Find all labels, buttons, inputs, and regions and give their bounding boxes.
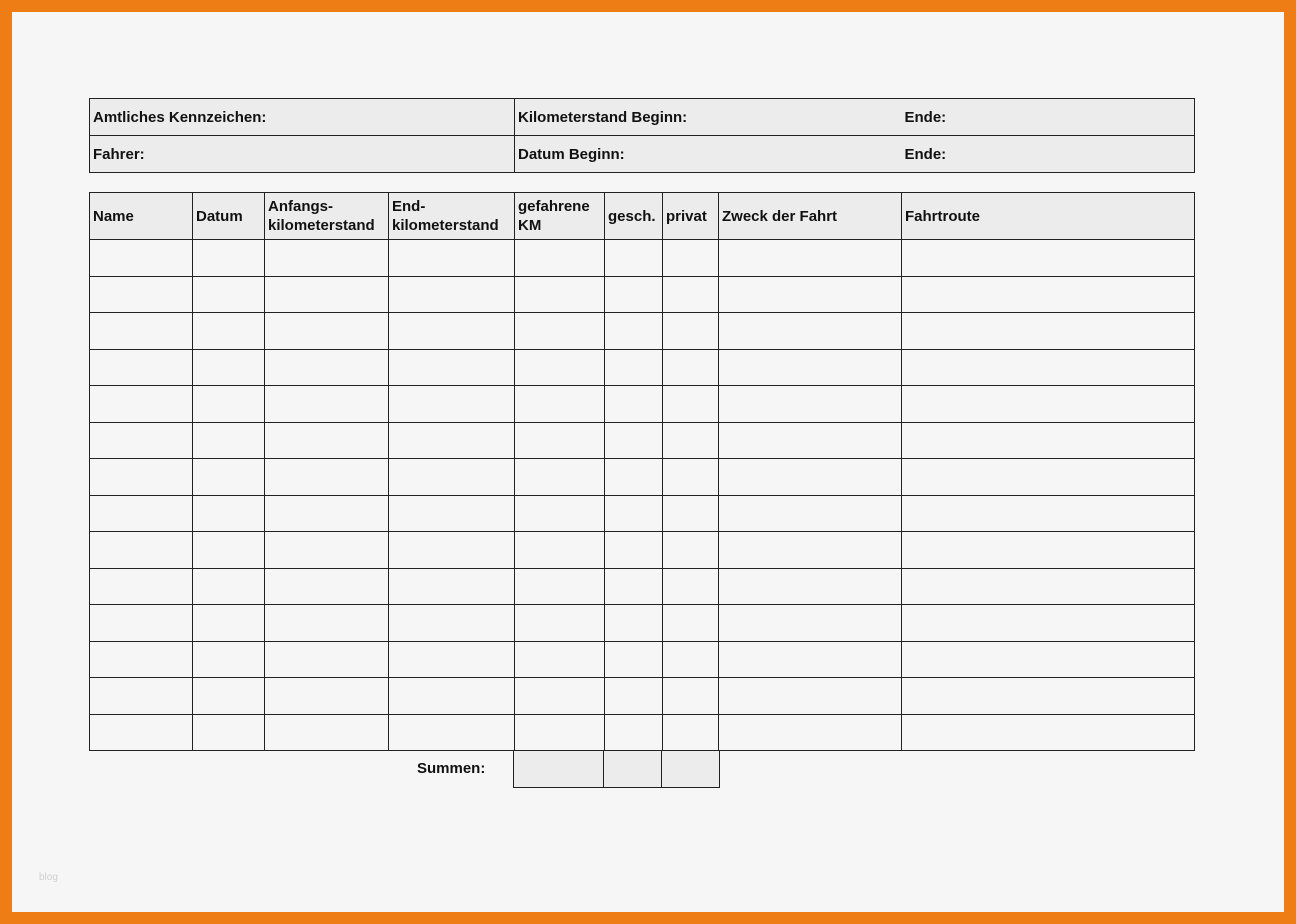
entry-cell[interactable]: [719, 641, 902, 678]
trip-log-body: [90, 240, 1195, 751]
entry-cell[interactable]: [605, 605, 663, 642]
table-row: [90, 240, 1195, 277]
entry-cell[interactable]: [90, 422, 193, 459]
entry-cell[interactable]: [90, 240, 193, 277]
entry-cell[interactable]: [515, 240, 605, 277]
entry-cell[interactable]: [663, 276, 719, 313]
entry-cell[interactable]: [605, 459, 663, 496]
entry-cell[interactable]: [719, 349, 902, 386]
vehicle-info-table: [89, 98, 1195, 173]
entry-cell[interactable]: [515, 276, 605, 313]
plate-field[interactable]: Amtliches Kennzeichen:: [90, 99, 515, 136]
entry-cell[interactable]: [515, 459, 605, 496]
entry-cell[interactable]: [389, 678, 515, 715]
entry-cell[interactable]: [265, 532, 389, 569]
entry-cell[interactable]: [719, 240, 902, 277]
entry-cell[interactable]: [389, 276, 515, 313]
entry-cell[interactable]: [605, 349, 663, 386]
entry-cell[interactable]: [193, 532, 265, 569]
entry-cell[interactable]: [605, 568, 663, 605]
entry-cell[interactable]: [90, 276, 193, 313]
km-end-field[interactable]: Ende:: [902, 99, 1195, 136]
entry-cell[interactable]: [605, 422, 663, 459]
entry-cell[interactable]: [663, 313, 719, 350]
entry-cell[interactable]: [663, 568, 719, 605]
entry-cell[interactable]: [719, 386, 902, 423]
entry-cell[interactable]: [719, 532, 902, 569]
entry-cell[interactable]: [515, 605, 605, 642]
entry-cell[interactable]: [265, 422, 389, 459]
entry-cell[interactable]: [663, 605, 719, 642]
entry-cell[interactable]: [265, 459, 389, 496]
entry-cell[interactable]: [902, 276, 1195, 313]
entry-cell[interactable]: [389, 240, 515, 277]
entry-cell[interactable]: [902, 495, 1195, 532]
table-row: [90, 422, 1195, 459]
entry-cell[interactable]: [605, 240, 663, 277]
date-begin-field[interactable]: Datum Beginn:: [515, 136, 902, 173]
entry-cell[interactable]: [605, 678, 663, 715]
entry-cell[interactable]: [515, 641, 605, 678]
entry-cell[interactable]: [605, 641, 663, 678]
entry-cell[interactable]: [663, 349, 719, 386]
entry-cell[interactable]: [193, 678, 265, 715]
entry-cell[interactable]: [265, 313, 389, 350]
entry-cell[interactable]: [193, 349, 265, 386]
entry-cell[interactable]: [193, 459, 265, 496]
table-row: [90, 714, 1195, 751]
column-header: End- kilometerstand: [389, 193, 515, 240]
entry-cell[interactable]: [389, 349, 515, 386]
entry-cell[interactable]: [389, 386, 515, 423]
entry-cell[interactable]: [902, 532, 1195, 569]
entry-cell[interactable]: [719, 313, 902, 350]
entry-cell[interactable]: [902, 313, 1195, 350]
entry-cell[interactable]: [663, 678, 719, 715]
entry-cell[interactable]: [902, 714, 1195, 751]
entry-cell[interactable]: [193, 714, 265, 751]
entry-cell[interactable]: [515, 568, 605, 605]
table-row: [90, 605, 1195, 642]
entry-cell[interactable]: [515, 678, 605, 715]
entry-cell[interactable]: [389, 568, 515, 605]
entry-cell[interactable]: [389, 459, 515, 496]
entry-cell[interactable]: [90, 349, 193, 386]
entry-cell[interactable]: [90, 605, 193, 642]
entry-cell[interactable]: [719, 678, 902, 715]
logbook-page: [12, 12, 1284, 912]
entry-cell[interactable]: [605, 276, 663, 313]
entry-cell[interactable]: [90, 532, 193, 569]
column-header: gefahrene KM: [515, 193, 605, 240]
entry-cell[interactable]: [605, 714, 663, 751]
total-km-cell[interactable]: [514, 751, 604, 788]
total-business-cell[interactable]: [604, 751, 662, 788]
column-header: privat: [663, 193, 719, 240]
entry-cell[interactable]: [902, 605, 1195, 642]
entry-cell[interactable]: [265, 349, 389, 386]
column-header: Fahrtroute: [902, 193, 1195, 240]
column-header: Datum: [193, 193, 265, 240]
entry-cell[interactable]: [90, 714, 193, 751]
entry-cell[interactable]: [719, 714, 902, 751]
table-row: [90, 532, 1195, 569]
entry-cell[interactable]: [515, 532, 605, 569]
date-end-field[interactable]: Ende:: [902, 136, 1195, 173]
entry-cell[interactable]: [265, 605, 389, 642]
entry-cell[interactable]: [193, 240, 265, 277]
entry-cell[interactable]: [719, 605, 902, 642]
vehicle-info-row-plate: [90, 99, 1195, 136]
entry-cell[interactable]: [515, 386, 605, 423]
entry-cell[interactable]: [902, 678, 1195, 715]
entry-cell[interactable]: [90, 386, 193, 423]
table-row: [90, 641, 1195, 678]
entry-cell[interactable]: [265, 240, 389, 277]
column-header: Anfangs- kilometerstand: [265, 193, 389, 240]
entry-cell[interactable]: [389, 495, 515, 532]
km-begin-field[interactable]: Kilometerstand Beginn:: [515, 99, 902, 136]
entry-cell[interactable]: [193, 313, 265, 350]
entry-cell[interactable]: [193, 276, 265, 313]
entry-cell[interactable]: [515, 714, 605, 751]
entry-cell[interactable]: [193, 605, 265, 642]
entry-cell[interactable]: [90, 495, 193, 532]
entry-cell[interactable]: [265, 678, 389, 715]
entry-cell[interactable]: [605, 386, 663, 423]
entry-cell[interactable]: [265, 276, 389, 313]
table-row: [90, 386, 1195, 423]
entry-cell[interactable]: [605, 313, 663, 350]
entry-cell[interactable]: [389, 532, 515, 569]
entry-cell[interactable]: [515, 495, 605, 532]
entry-cell[interactable]: [265, 495, 389, 532]
entry-cell[interactable]: [663, 459, 719, 496]
total-private-cell[interactable]: [662, 751, 720, 788]
entry-cell[interactable]: [663, 532, 719, 569]
entry-cell[interactable]: [265, 568, 389, 605]
entry-cell[interactable]: [193, 386, 265, 423]
table-row: [90, 276, 1195, 313]
table-row: [90, 568, 1195, 605]
entry-cell[interactable]: [902, 349, 1195, 386]
entry-cell[interactable]: [663, 714, 719, 751]
vehicle-info-row-driver: [90, 136, 1195, 173]
trip-log-table: [89, 192, 1195, 751]
trip-log-header-row: [90, 193, 1195, 240]
entry-cell[interactable]: [90, 313, 193, 350]
entry-cell[interactable]: [902, 386, 1195, 423]
entry-cell[interactable]: [663, 386, 719, 423]
entry-cell[interactable]: [719, 568, 902, 605]
driver-field[interactable]: Fahrer:: [90, 136, 515, 173]
entry-cell[interactable]: [193, 568, 265, 605]
entry-cell[interactable]: [193, 422, 265, 459]
entry-cell[interactable]: [663, 641, 719, 678]
entry-cell[interactable]: [515, 313, 605, 350]
entry-cell[interactable]: [265, 714, 389, 751]
watermark-text: blog: [39, 872, 58, 883]
entry-cell[interactable]: [719, 422, 902, 459]
totals-table: [513, 750, 720, 788]
entry-cell[interactable]: [719, 276, 902, 313]
table-row: [90, 349, 1195, 386]
entry-cell[interactable]: [193, 641, 265, 678]
entry-cell[interactable]: [389, 714, 515, 751]
entry-cell[interactable]: [90, 568, 193, 605]
entry-cell[interactable]: [902, 422, 1195, 459]
entry-cell[interactable]: [90, 678, 193, 715]
entry-cell[interactable]: [663, 240, 719, 277]
entry-cell[interactable]: [389, 313, 515, 350]
entry-cell[interactable]: [719, 495, 902, 532]
entry-cell[interactable]: [265, 641, 389, 678]
column-header: Zweck der Fahrt: [719, 193, 902, 240]
table-row: [90, 313, 1195, 350]
table-row: [90, 495, 1195, 532]
entry-cell[interactable]: [902, 641, 1195, 678]
table-row: [90, 678, 1195, 715]
entry-cell[interactable]: [719, 459, 902, 496]
entry-cell[interactable]: [605, 495, 663, 532]
column-header: gesch.: [605, 193, 663, 240]
entry-cell[interactable]: [389, 605, 515, 642]
entry-cell[interactable]: [90, 641, 193, 678]
entry-cell[interactable]: [389, 422, 515, 459]
entry-cell[interactable]: [902, 568, 1195, 605]
entry-cell[interactable]: [193, 495, 265, 532]
totals-row: [514, 751, 720, 788]
entry-cell[interactable]: [265, 386, 389, 423]
table-row: [90, 459, 1195, 496]
entry-cell[interactable]: [515, 349, 605, 386]
entry-cell[interactable]: [389, 641, 515, 678]
totals-label: Summen:: [417, 760, 486, 777]
entry-cell[interactable]: [605, 532, 663, 569]
entry-cell[interactable]: [902, 240, 1195, 277]
entry-cell[interactable]: [663, 422, 719, 459]
column-header: Name: [90, 193, 193, 240]
entry-cell[interactable]: [90, 459, 193, 496]
entry-cell[interactable]: [663, 495, 719, 532]
entry-cell[interactable]: [515, 422, 605, 459]
entry-cell[interactable]: [902, 459, 1195, 496]
